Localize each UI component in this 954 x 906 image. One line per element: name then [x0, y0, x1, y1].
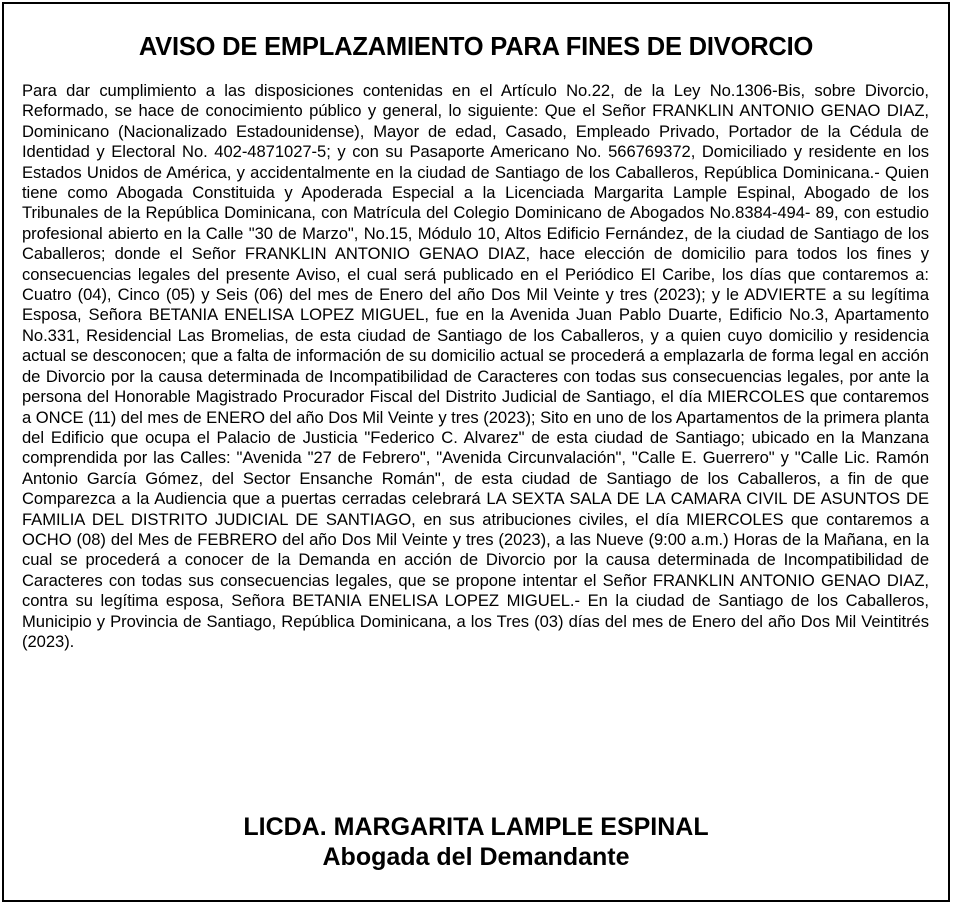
- notice-title: AVISO DE EMPLAZAMIENTO PARA FINES DE DIVORCIO: [138, 33, 814, 61]
- signatory-role: Abogada del Demandante: [322, 843, 630, 871]
- signatory-name: LICDA. MARGARITA LAMPLE ESPINAL: [243, 813, 709, 841]
- signature-block: [4, 812, 948, 872]
- notice-body-text: Para dar cumplimiento a las disposiciones contenidas en el Artículo No.22, de la Ley No.1306-Bis, sobre Divorcio, Reformado, se hace de conocimiento público y general, lo siguiente: Que el Señor FRANKLIN ANTONIO GENAO DIAZ, Dominicano (Nacionalizado Estadounidense), Mayor de edad, Casado, Empleado Privado, Portador de la Cédula de Identidad y Electoral No. 402-4871027-5; y con su Pasaporte Americano No. 566769372, Domiciliado y residente en los Estados Unidos de América, y accidentalmente en la ciudad de Santiago de los Caballeros, República Dominicana.- Quien tiene como Abogada Constituida y Apoderada Especial a la Licenciada Margarita Lample Espinal, Abogado de los Tribunales de la República Dominicana, con Matrícula del Colegio Dominicano de Abogados No.8384-494- 89, con estudio profesional abierto en la Calle "30 de Marzo", No.15, Módulo 10, Altos Edificio Fernández, de la ciudad de Santiago de los Caballeros; donde el Señor FRANKLIN ANTONIO GENAO DIAZ, hace elección de domicilio para todos los fines y consecuencias legales del presente Aviso, el cual será publicado en el Periódico El Caribe, los días que contaremos a: Cuatro (04), Cinco (05) y Seis (06) del mes de Enero del año Dos Mil Veinte y tres (2023); y le ADVIERTE a su legítima Esposa, Señora BETANIA ENELISA LOPEZ MIGUEL, fue en la Avenida Juan Pablo Duarte, Edificio No.3, Apartamento No.331, Residencial Las Bromelias, de esta ciudad de Santiago de los Caballeros, y a quien cuyo domicilio y residencia actual se desconocen; que a falta de información de su domicilio actual se procederá a emplazarla de forma legal en acción de Divorcio por la causa determinada de Incompatibilidad de Caracteres con todas sus consecuencias legales, por ante la persona del Honorable Magistrado Procurador Fiscal del Distrito Judicial de Santiago, el día MIERCOLES que contaremos a ONCE (11) del mes de ENERO del año Dos Mil Veinte y tres (2023); Sito en uno de los Apartamentos de la primera planta del Edificio que ocupa el Palacio de Justicia "Federico C. Alvarez" de esta ciudad de Santiago; ubicado en la Manzana comprendida por las Calles: "Avenida "27 de Febrero", "Avenida Circunvalación", "Calle E. Guerrero" y "Calle Lic. Ramón Antonio García Gómez, del Sector Ensanche Román", de esta ciudad de Santiago de los Caballeros, a fin de que Comparezca a la Audiencia que a puertas cerradas celebrará LA SEXTA SALA DE LA CAMARA CIVIL DE ASUNTOS DE FAMILIA DEL DISTRITO JUDICIAL DE SANTIAGO, en sus atribuciones civiles, el día MIERCOLES que contaremos a OCHO (08) del Mes de FEBRERO del año Dos Mil Veinte y tres (2023), a las Nueve (9:00 a.m.) Horas de la Mañana, en la cual se procederá a conocer de la Demanda en acción de Divorcio por la causa determinada de Incompatibilidad de Caracteres con todas sus consecuencias legales, que se propone intentar el Señor FRANKLIN ANTONIO GENAO DIAZ, contra su legítima esposa, Señora BETANIA ENELISA LOPEZ MIGUEL.- En la ciudad de Santiago de los Caballeros, Municipio y Provincia de Santiago, República Dominicana, a los Tres (03) días del mes de Enero del año Dos Mil Veintitrés (2023).: [22, 81, 929, 651]
- legal-notice: [2, 2, 950, 902]
